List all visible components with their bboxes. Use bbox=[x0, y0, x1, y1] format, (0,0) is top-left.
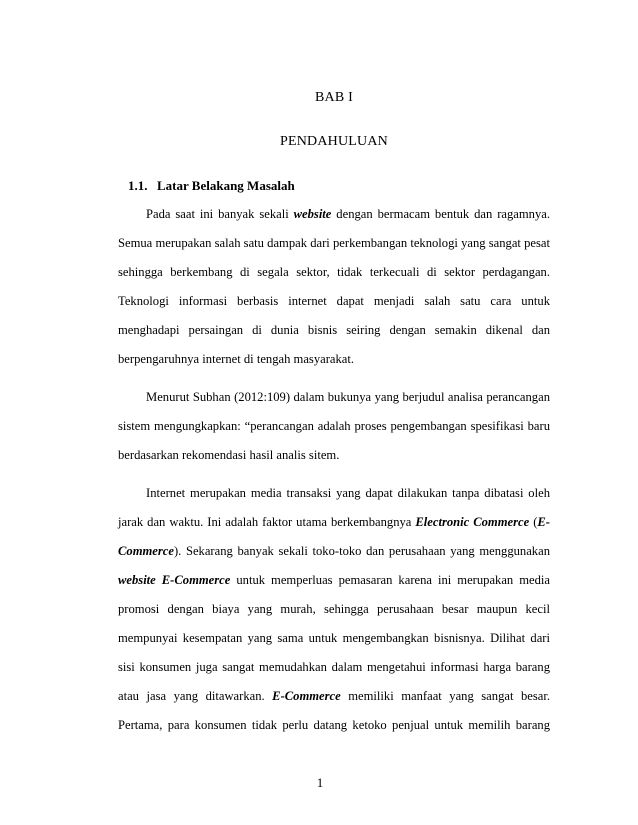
paragraph-3-line-9: Pertama, para konsumen tidak perlu datang ketoko penjual untuk memilih barang bbox=[118, 718, 550, 732]
paragraph-1-line-5: menghadapi persaingan di dunia bisnis seiring dengan semakin dikenal dan bbox=[118, 323, 550, 337]
section-title: Latar Belakang Masalah bbox=[157, 178, 295, 193]
paragraph-2-line-1: Menurut Subhan (2012:109) dalam bukunya yang berjudul analisa perancangan bbox=[146, 390, 550, 404]
section-heading bbox=[128, 178, 295, 194]
paragraph-3-line-2: jarak dan waktu. Ini adalah faktor utama berkembangnya Electronic Commerce (E- bbox=[118, 515, 550, 529]
paragraph-3-line-4: website E-Commerce untuk memperluas pemasaran karena ini merupakan media bbox=[118, 573, 551, 587]
paragraph-1-line-4: Teknologi informasi berbasis internet dapat menjadi salah satu cara untuk bbox=[118, 294, 550, 308]
paragraph-3-line-8: atau jasa yang ditawarkan. E-Commerce memiliki manfaat yang sangat besar. bbox=[118, 689, 550, 703]
paragraph-3-line-1: Internet merupakan media transaksi yang dapat dilakukan tanpa dibatasi oleh bbox=[146, 486, 550, 500]
paragraph-2-line-3: berdasarkan rekomendasi hasil analis sitem. bbox=[118, 448, 340, 462]
chapter-title: PENDAHULUAN bbox=[280, 134, 388, 149]
paragraph-2-line-2: sistem mengungkapkan: “perancangan adalah proses pengembangan spesifikasi baru bbox=[118, 419, 550, 433]
paragraph-3-line-3: Commerce). Sekarang banyak sekali toko-toko dan perusahaan yang menggunakan bbox=[118, 544, 550, 558]
paragraph-3-line-6: mempunyai kesempatan yang sama untuk mengembangkan bisnisnya. Dilihat dari bbox=[118, 631, 550, 645]
paragraph-1-line-3: sehingga berkembang di segala sektor, tidak terkecuali di sektor perdagangan. bbox=[118, 265, 550, 279]
chapter-label: BAB I bbox=[315, 90, 353, 105]
section-number: 1.1. bbox=[128, 178, 148, 193]
paragraph-3-line-5: promosi dengan biaya yang murah, sehingga perusahaan besar maupun kecil bbox=[118, 602, 550, 616]
paragraph-1-line-2: Semua merupakan salah satu dampak dari perkembangan teknologi yang sangat pesat bbox=[118, 236, 550, 250]
paragraph-3-line-7: sisi konsumen juga sangat memudahkan dalam mengetahui informasi harga barang bbox=[118, 660, 550, 674]
paragraph-1-line-1: Pada saat ini banyak sekali website dengan bermacam bentuk dan ragamnya. bbox=[146, 207, 550, 221]
paragraph-1-line-6: berpengaruhnya internet di tengah masyarakat. bbox=[118, 352, 355, 366]
page-number: 1 bbox=[316, 775, 324, 790]
